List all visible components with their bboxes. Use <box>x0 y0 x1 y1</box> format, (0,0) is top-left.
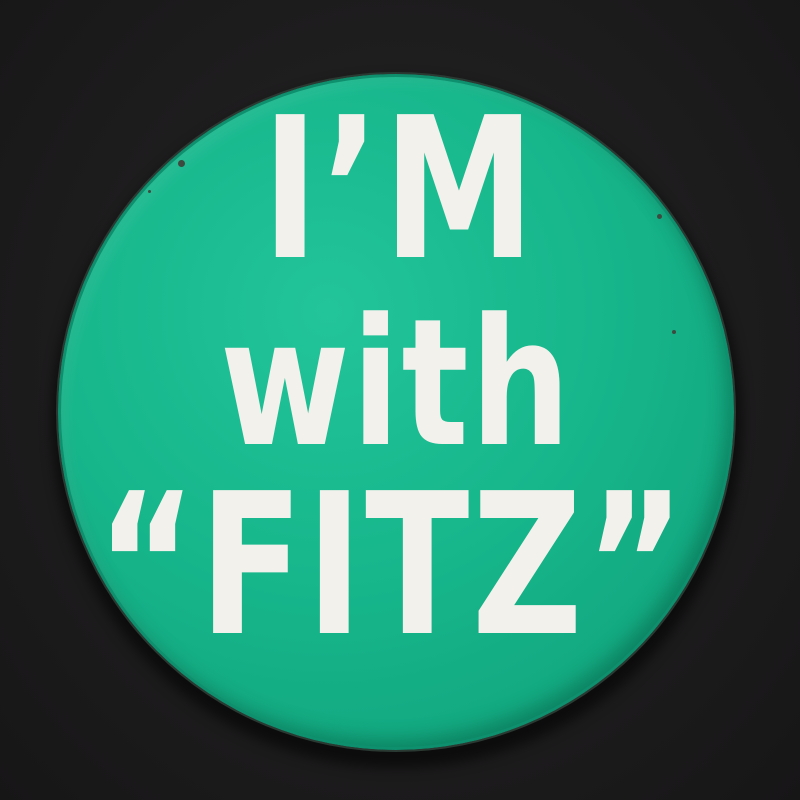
badge-text-im: I’M <box>261 76 539 304</box>
badge-text-with: with <box>219 281 573 486</box>
badge-text-fitz: “FITZ” <box>96 452 688 680</box>
